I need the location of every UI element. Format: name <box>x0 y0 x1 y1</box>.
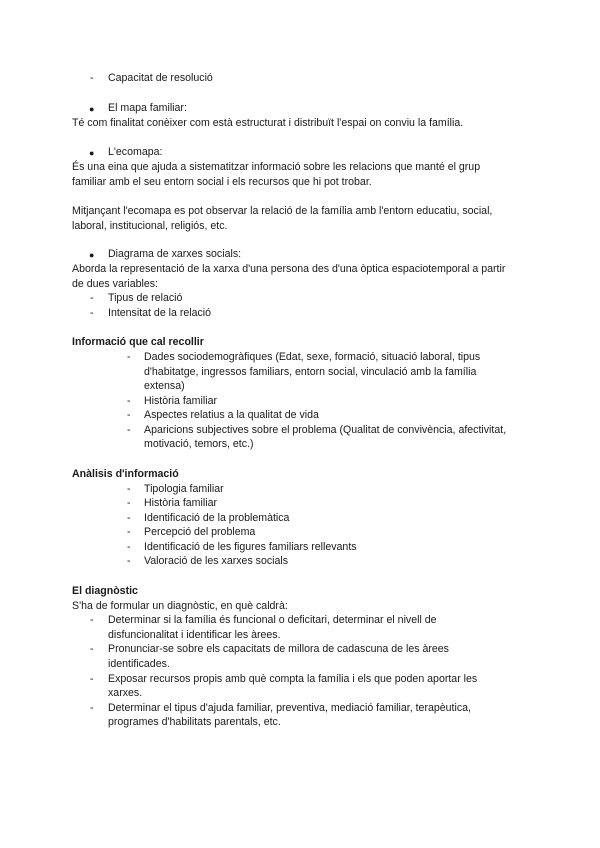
list-item: Història familiar <box>144 497 217 509</box>
bullet-icon: ● <box>89 250 95 260</box>
dash-marker: - <box>90 614 94 626</box>
ecomapa-paragraph-line: Mitjançant l'ecomapa es pot observar la relació de la família amb l'entorn educatiu, social, <box>72 205 493 217</box>
list-item-continuation: d'habitatge, ingressos familiars, entorn social, vinculació amb la família <box>144 366 477 378</box>
list-item: Identificació de la problemàtica <box>144 512 290 524</box>
list-item: Percepció del problema <box>144 526 256 538</box>
dash-marker: - <box>127 555 131 567</box>
dash-marker: - <box>90 673 94 685</box>
list-item: Identificació de les figures familiars rellevants <box>144 541 357 553</box>
mapa-text: Té com finalitat conèixer com està estructurat i distribuït l'espai on conviu la família. <box>72 117 464 129</box>
diagrama-text-line: de dues variables: <box>72 278 158 290</box>
ecomapa-paragraph-line: laboral, institucional, religiós, etc. <box>72 220 228 232</box>
diagrama-heading: Diagrama de xarxes socials: <box>108 248 242 260</box>
dash-marker: - <box>127 409 131 421</box>
dash-marker: - <box>127 497 131 509</box>
list-item: Determinar si la família és funcional o deficitari, determinar el nivell de <box>108 614 437 626</box>
dash-marker: - <box>90 702 94 714</box>
dash-marker: - <box>127 541 131 553</box>
diagrama-text-line: Aborda la representació de la xarxa d'una persona des d'una òptica espaciotemporal a partir <box>72 263 506 275</box>
list-item-continuation: programes d'habilitats parentals, etc. <box>108 716 281 728</box>
list-item: Aspectes relatius a la qualitat de vida <box>144 409 319 421</box>
dash-marker: - <box>127 351 131 363</box>
list-item-continuation: motivació, temors, etc.) <box>144 438 254 450</box>
diagnostic-intro: S'ha de formular un diagnòstic, en què caldrà: <box>72 600 288 612</box>
ecomapa-text-line: familiar amb el seu entorn social i els recursos que hi pot trobar. <box>72 176 372 188</box>
list-item: Valoració de les xarxes socials <box>144 555 289 567</box>
ecomapa-heading: L'ecomapa: <box>108 146 163 158</box>
list-item-continuation: identificades. <box>108 658 170 670</box>
dash-marker: - <box>90 643 94 655</box>
dash-marker: - <box>127 424 131 436</box>
section-heading-analisi: Anàlisis d'informació <box>72 468 179 480</box>
dash-marker: - <box>127 483 131 495</box>
list-item: Exposar recursos propis amb què compta la família i els que poden aportar les <box>108 673 478 685</box>
list-item: Aparicions subjectives sobre el problema (Qualitat de convivència, afectivitat, <box>144 424 507 436</box>
dash-marker: - <box>90 292 94 304</box>
dash-marker: - <box>127 512 131 524</box>
list-item: Pronunciar-se sobre els capacitats de millora de cadascuna de les àrees <box>108 643 449 655</box>
dash-marker: - <box>127 395 131 407</box>
list-item: Història familiar <box>144 395 217 407</box>
list-item-continuation: xarxes. <box>108 687 143 699</box>
dash-marker: - <box>90 72 94 84</box>
list-item-continuation: extensa) <box>144 380 185 392</box>
mapa-heading: El mapa familiar: <box>108 102 187 114</box>
dash-marker: - <box>90 307 94 319</box>
bullet-icon: ● <box>89 104 95 114</box>
section-heading-recollir: Informació que cal recollir <box>72 336 204 348</box>
dash-marker: - <box>127 526 131 538</box>
bullet-icon: ● <box>89 148 95 158</box>
list-item-capacitat: Capacitat de resolució <box>108 72 213 84</box>
list-item: Dades sociodemogràfiques (Edat, sexe, formació, situació laboral, tipus <box>144 351 481 363</box>
list-item-continuation: disfuncionalitat i identificar les àrees. <box>108 629 281 641</box>
list-item: Tipus de relació <box>108 292 183 304</box>
ecomapa-text-line: És una eina que ajuda a sistematitzar informació sobre les relacions que manté el grup <box>72 161 481 173</box>
list-item: Tipologia familiar <box>144 483 224 495</box>
list-item: Intensitat de la relació <box>108 307 212 319</box>
list-item: Determinar el tipus d'ajuda familiar, preventiva, mediació familiar, terapèutica, <box>108 702 471 714</box>
section-heading-diagnostic: El diagnòstic <box>72 585 138 597</box>
